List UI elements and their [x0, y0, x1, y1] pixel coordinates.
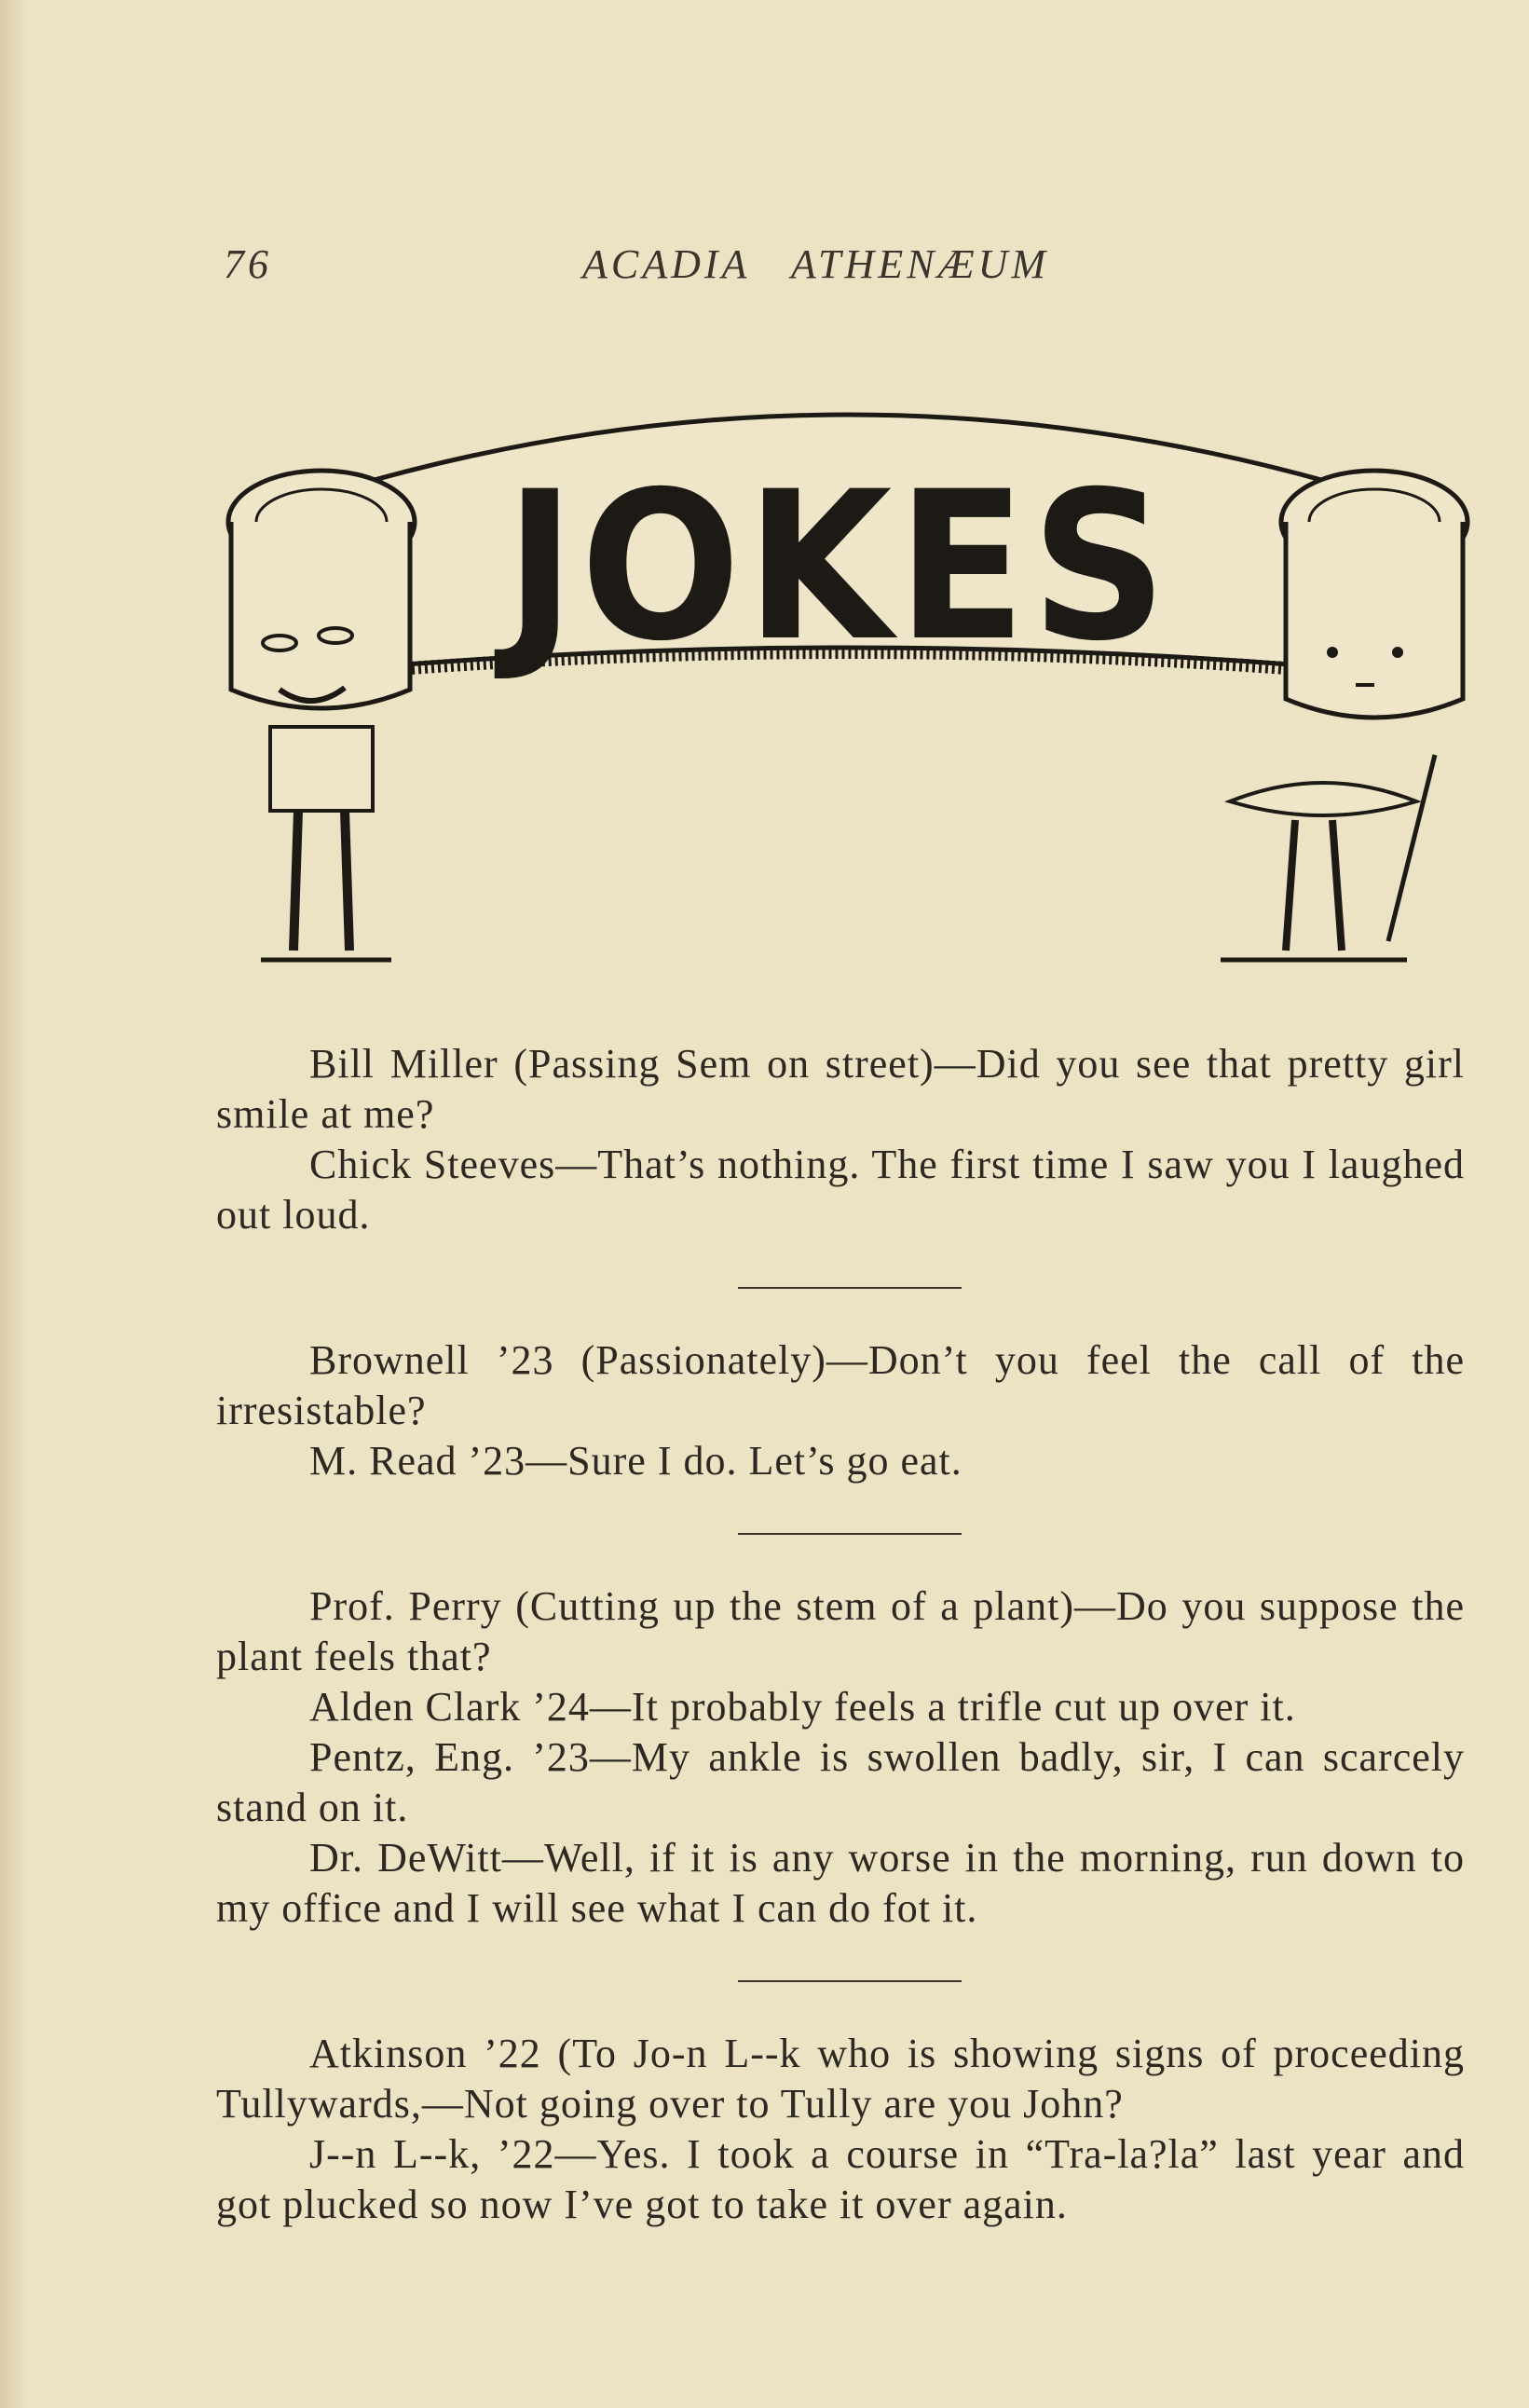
page-edge	[0, 0, 28, 2408]
right-figure-leg	[1286, 820, 1295, 951]
joke-divider	[738, 1533, 962, 1535]
right-figure-skirt	[1230, 783, 1416, 815]
joke-divider	[738, 1980, 962, 1982]
joke-line: J--n L--k, ’22—Yes. I took a course in “Tra-la?la” last year and got plucked so now I’ve got to take it over again.	[216, 2131, 1465, 2227]
left-figure-leg	[294, 811, 298, 951]
left-scroll-body	[231, 522, 410, 708]
joke-line: Dr. DeWitt—Well, if it is any worse in the morning, run down to my office and I will see what I can do fot it.	[216, 1835, 1465, 1931]
right-figure-leg	[1332, 820, 1342, 951]
jokes-section	[216, 1039, 1465, 2230]
left-figure-leg	[345, 811, 349, 951]
banner-title: JOKES	[505, 447, 1172, 686]
joke-line: Brownell ’23 (Passionately)—Don’t you feel the call of the irresistable?	[216, 1337, 1465, 1433]
joke-line: Atkinson ’22 (To Jo-n L--k who is showing signs of proceeding Tullywards,—Not going over to Tully are you John?	[216, 2031, 1465, 2127]
left-figure-jacket	[270, 727, 373, 811]
joke-line: Chick Steeves—That’s nothing. The first time I saw you I laughed out loud.	[216, 1142, 1465, 1238]
joke-line: M. Read ’23—Sure I do. Let’s go eat.	[309, 1438, 962, 1484]
joke-line: Alden Clark ’24—It probably feels a trifle cut up over it.	[309, 1684, 1296, 1730]
joke-line: Prof. Perry (Cutting up the stem of a plant)—Do you suppose the plant feels that?	[216, 1583, 1465, 1679]
joke-line: Pentz, Eng. ’23—My ankle is swollen badly, sir, I can scarcely stand on it.	[216, 1734, 1465, 1830]
right-eye-icon	[1327, 647, 1338, 658]
right-scroll-body	[1286, 522, 1463, 718]
running-head	[224, 240, 1463, 296]
joke-item	[216, 1039, 1465, 1240]
cane-icon	[1388, 755, 1435, 941]
jokes-banner-illustration	[224, 391, 1472, 969]
joke-item	[216, 1335, 1465, 1486]
page-number: 76	[224, 241, 272, 287]
journal-title: ACADIA ATHENÆUM	[582, 241, 1050, 287]
joke-item	[216, 1581, 1465, 1934]
joke-item	[216, 2029, 1465, 2230]
joke-divider	[738, 1287, 962, 1289]
right-eye-icon	[1392, 647, 1403, 658]
joke-line: Bill Miller (Passing Sem on street)—Did you see that pretty girl smile at me?	[216, 1041, 1465, 1137]
